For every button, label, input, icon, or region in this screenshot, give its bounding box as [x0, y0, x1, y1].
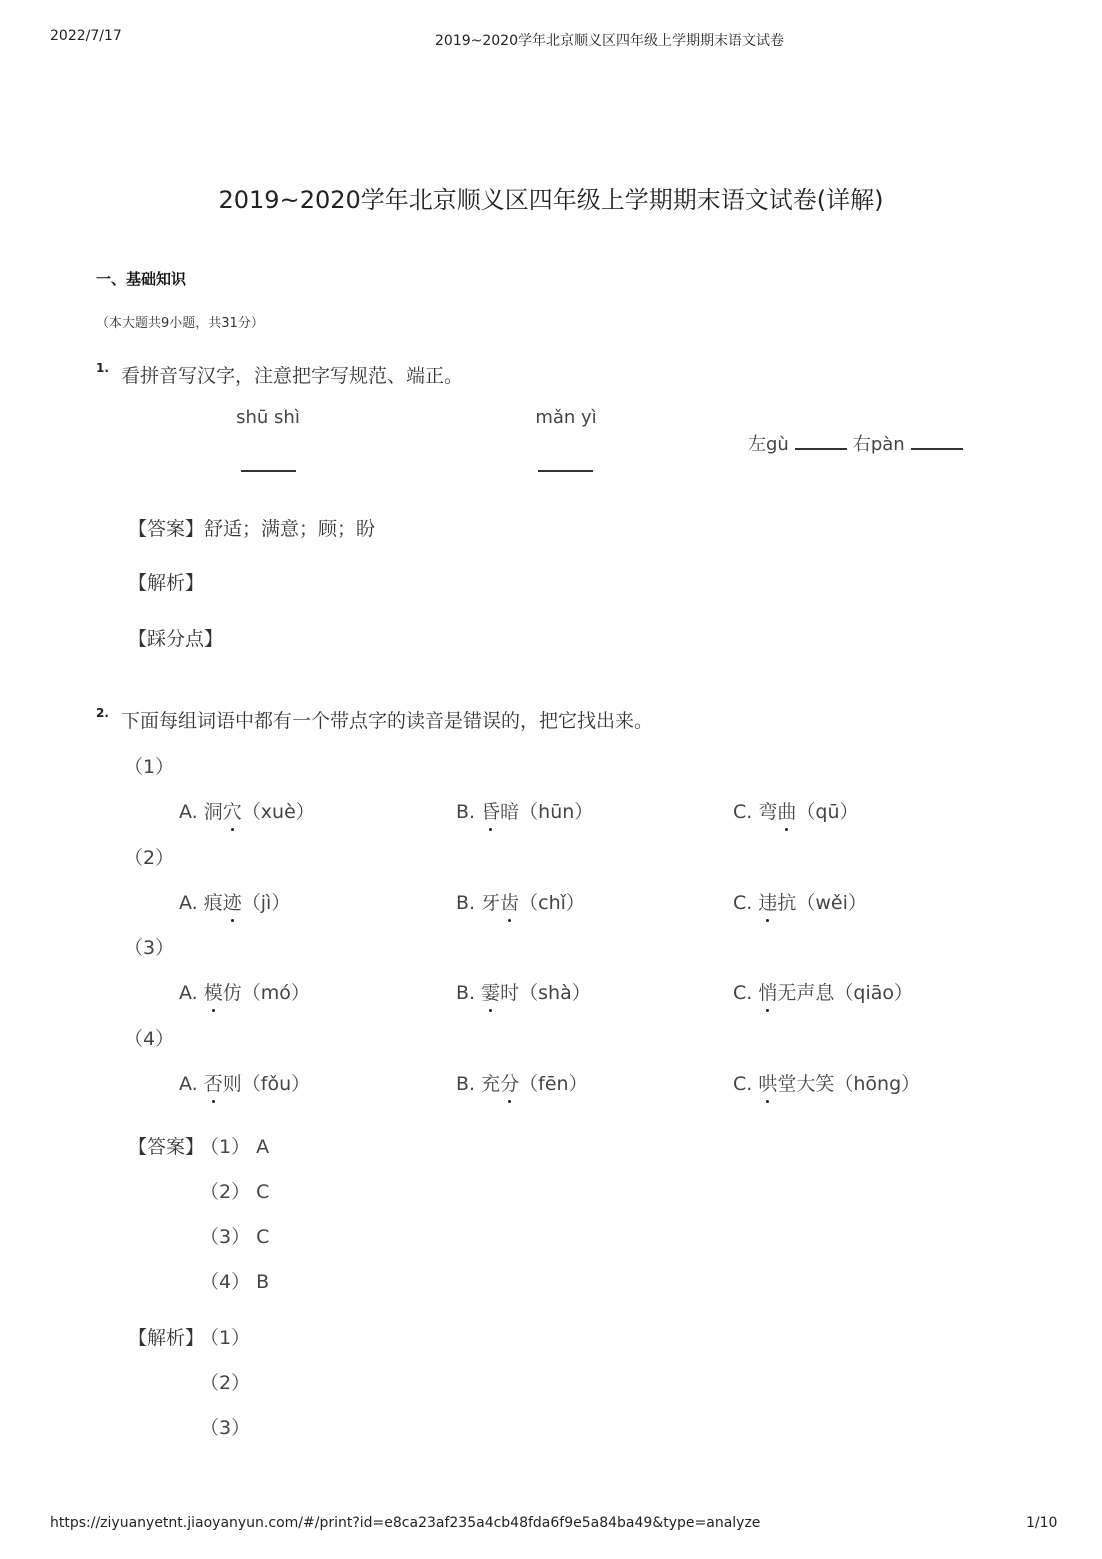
answer-text: 舒适；满意；顾；盼: [204, 518, 376, 540]
pinyin-prompt: mǎn yì: [535, 407, 597, 428]
sub-question-label: （4）: [124, 1028, 175, 1050]
section-title: 一、基础知识: [96, 270, 187, 288]
question-number-2: 2.: [96, 706, 109, 720]
option-item[interactable]: B. 霎时（shà）: [456, 978, 591, 1005]
analysis-label: 【解析】: [128, 1327, 205, 1349]
answer-item: （1） A: [200, 1136, 270, 1158]
dotted-character: 迹: [223, 888, 242, 915]
answer-item: （2） C: [200, 1181, 270, 1203]
option-item[interactable]: A. 模仿（mó）: [179, 978, 310, 1005]
dotted-character: 昏: [481, 797, 500, 824]
option-item[interactable]: B. 牙齿（chǐ）: [456, 888, 585, 915]
option-item[interactable]: A. 洞穴（xuè）: [179, 797, 315, 824]
answer-label: 【答案】: [128, 518, 205, 540]
print-date: 2022/7/17: [50, 28, 122, 44]
dotted-character: 哄: [758, 1069, 777, 1096]
answer-item: （4） B: [200, 1271, 270, 1293]
dotted-character: 违: [758, 888, 777, 915]
answer-row-1: [128, 514, 375, 541]
question-text-1: 看拼音写汉字，注意把字写规范、端正。: [121, 365, 464, 387]
option-item[interactable]: A. 否则（fǒu）: [179, 1069, 310, 1096]
scoring-points-label: 【踩分点】: [128, 628, 224, 650]
answer-item: （3） C: [200, 1226, 270, 1248]
page-url[interactable]: https://ziyuanyetnt.jiaoyanyun.com/#/print?id=e8ca23af235a4cb48fda6f9e5a84ba49&type=analyze: [50, 1515, 761, 1531]
option-item[interactable]: B. 充分（fēn）: [456, 1069, 588, 1096]
sub-question-label: （1）: [124, 756, 175, 778]
pinyin-pair-line: [748, 430, 969, 456]
answer-label: 【答案】: [128, 1136, 205, 1158]
dotted-character: 曲: [777, 797, 796, 824]
analysis-item: （3）: [200, 1417, 251, 1439]
dotted-character: 模: [204, 978, 223, 1005]
answer-blank[interactable]: [911, 448, 963, 450]
question-number-1: 1.: [96, 361, 109, 375]
dotted-character: 霎: [481, 978, 500, 1005]
option-item[interactable]: A. 痕迹（jì）: [179, 888, 290, 915]
dotted-character: 齿: [500, 888, 519, 915]
option-item[interactable]: C. 弯曲（qū）: [733, 797, 859, 824]
dotted-character: 悄: [758, 978, 777, 1005]
pinyin-prompt: 右pàn: [852, 434, 905, 455]
page-number: 1/10: [1026, 1515, 1058, 1531]
pinyin-prompt: 左gù: [748, 434, 789, 455]
option-item[interactable]: C. 悄无声息（qiāo）: [733, 978, 913, 1005]
analysis-item: （1）: [200, 1327, 251, 1349]
option-item[interactable]: C. 违抗（wěi）: [733, 888, 867, 915]
section-note: （本大题共9小题，共31分）: [96, 316, 264, 331]
option-item[interactable]: B. 昏暗（hūn）: [456, 797, 593, 824]
pinyin-prompt: shū shì: [236, 407, 300, 428]
question-text-2: 下面每组词语中都有一个带点字的读音是错误的，把它找出来。: [121, 710, 654, 732]
answer-blank[interactable]: [241, 470, 296, 472]
dotted-character: 否: [204, 1069, 223, 1096]
answer-blank[interactable]: [538, 470, 593, 472]
dotted-character: 分: [500, 1069, 519, 1096]
print-header-title: 2019~2020学年北京顺义区四年级上学期期末语文试卷: [435, 33, 784, 49]
analysis-item: （2）: [200, 1372, 251, 1394]
answer-blank[interactable]: [795, 448, 847, 450]
sub-question-label: （2）: [124, 847, 175, 869]
analysis-label: 【解析】: [128, 572, 205, 594]
sub-question-label: （3）: [124, 937, 175, 959]
option-item[interactable]: C. 哄堂大笑（hōng）: [733, 1069, 920, 1096]
document-title: 2019~2020学年北京顺义区四年级上学期期末语文试卷(详解): [218, 186, 884, 214]
dotted-character: 穴: [223, 797, 242, 824]
